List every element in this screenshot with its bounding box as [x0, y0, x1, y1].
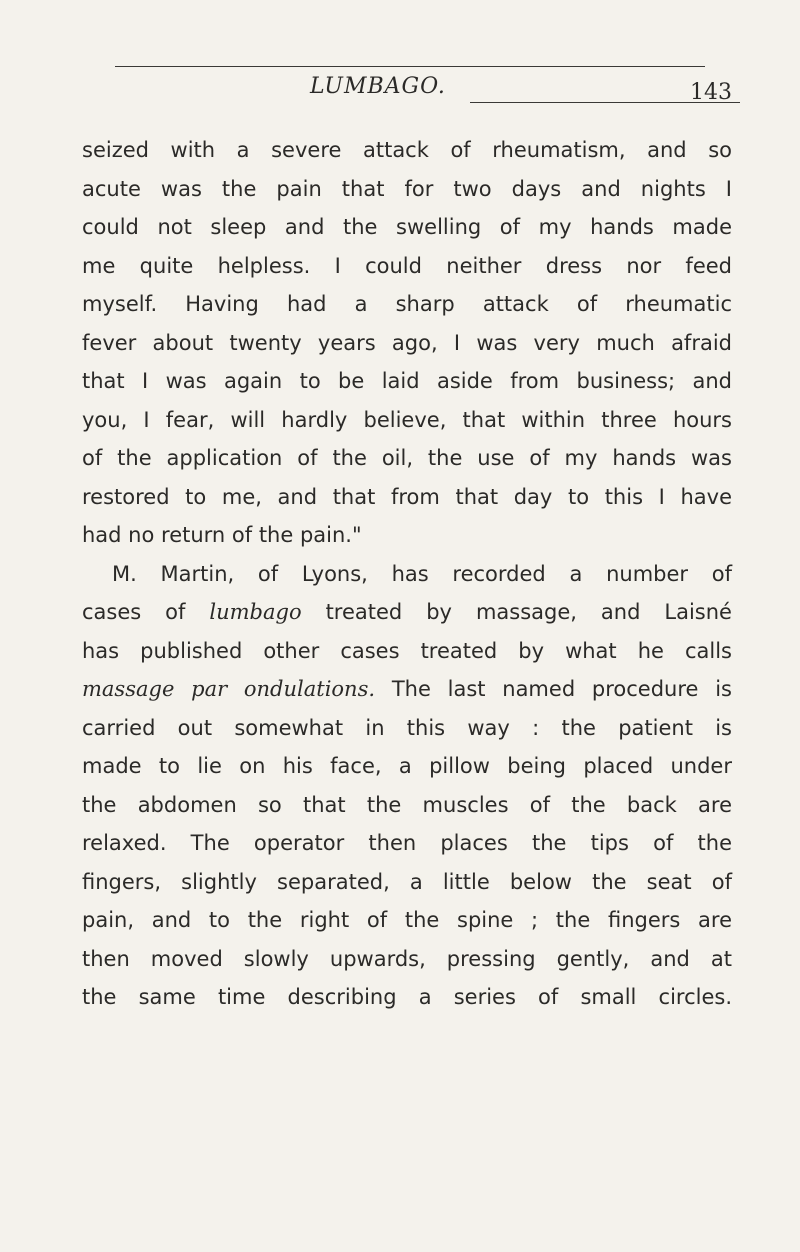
- page-number: 143: [690, 80, 732, 105]
- text-line: fingers, slightly separated, a little below the seat of: [82, 869, 732, 894]
- text-fragment: cases of: [82, 600, 186, 624]
- italic-term: massage par ondulations.: [82, 677, 376, 701]
- italic-term: lumbago: [209, 600, 302, 624]
- text-fragment: The last named procedure is: [391, 677, 732, 701]
- text-line: pain, and to the right of the spine ; the fingers are: [82, 908, 732, 932]
- text-line: restored to me, and that from that day to this I have: [82, 484, 732, 509]
- text-line: the abdomen so that the muscles of the back are: [82, 792, 732, 817]
- text-line: you, I fear, will hardly believe, that within three hours: [82, 407, 732, 432]
- text-line: of the application of the oil, the use of my hands was: [82, 446, 732, 470]
- text-line: has published other cases treated by what he calls: [82, 638, 732, 663]
- header-rule: [470, 102, 740, 103]
- text-fragment: treated by massage, and Laisné: [325, 600, 732, 624]
- text-line: had no return of the pain.": [82, 523, 362, 547]
- text-line: carried out somewhat in this way : the patient is: [82, 715, 732, 740]
- text-line: that I was again to be laid aside from business; and: [82, 369, 732, 393]
- text-line: [82, 670, 732, 709]
- text-line: could not sleep and the swelling of my hands made: [82, 215, 732, 239]
- text-line: seized with a severe attack of rheumatism, and so: [82, 138, 732, 162]
- top-rule: [115, 66, 705, 67]
- text-line: fever about twenty years ago, I was very much afraid: [82, 330, 732, 355]
- text-line: made to lie on his face, a pillow being placed under: [82, 754, 732, 778]
- text-line: myself. Having had a sharp attack of rheumatic: [82, 292, 732, 316]
- text-line: me quite helpless. I could neither dress nor feed: [82, 253, 732, 278]
- text-line: the same time describing a series of small circles.: [82, 985, 732, 1009]
- text-line: acute was the pain that for two days and nights I: [82, 176, 732, 201]
- text-line: M. Martin, of Lyons, has recorded a number of: [112, 561, 732, 586]
- text-line: [82, 593, 732, 632]
- body-text: [82, 131, 732, 1017]
- running-head: LUMBAGO.: [310, 74, 446, 99]
- text-line: relaxed. The operator then places the tips of the: [82, 831, 732, 855]
- text-line: then moved slowly upwards, pressing gently, and at: [82, 946, 732, 971]
